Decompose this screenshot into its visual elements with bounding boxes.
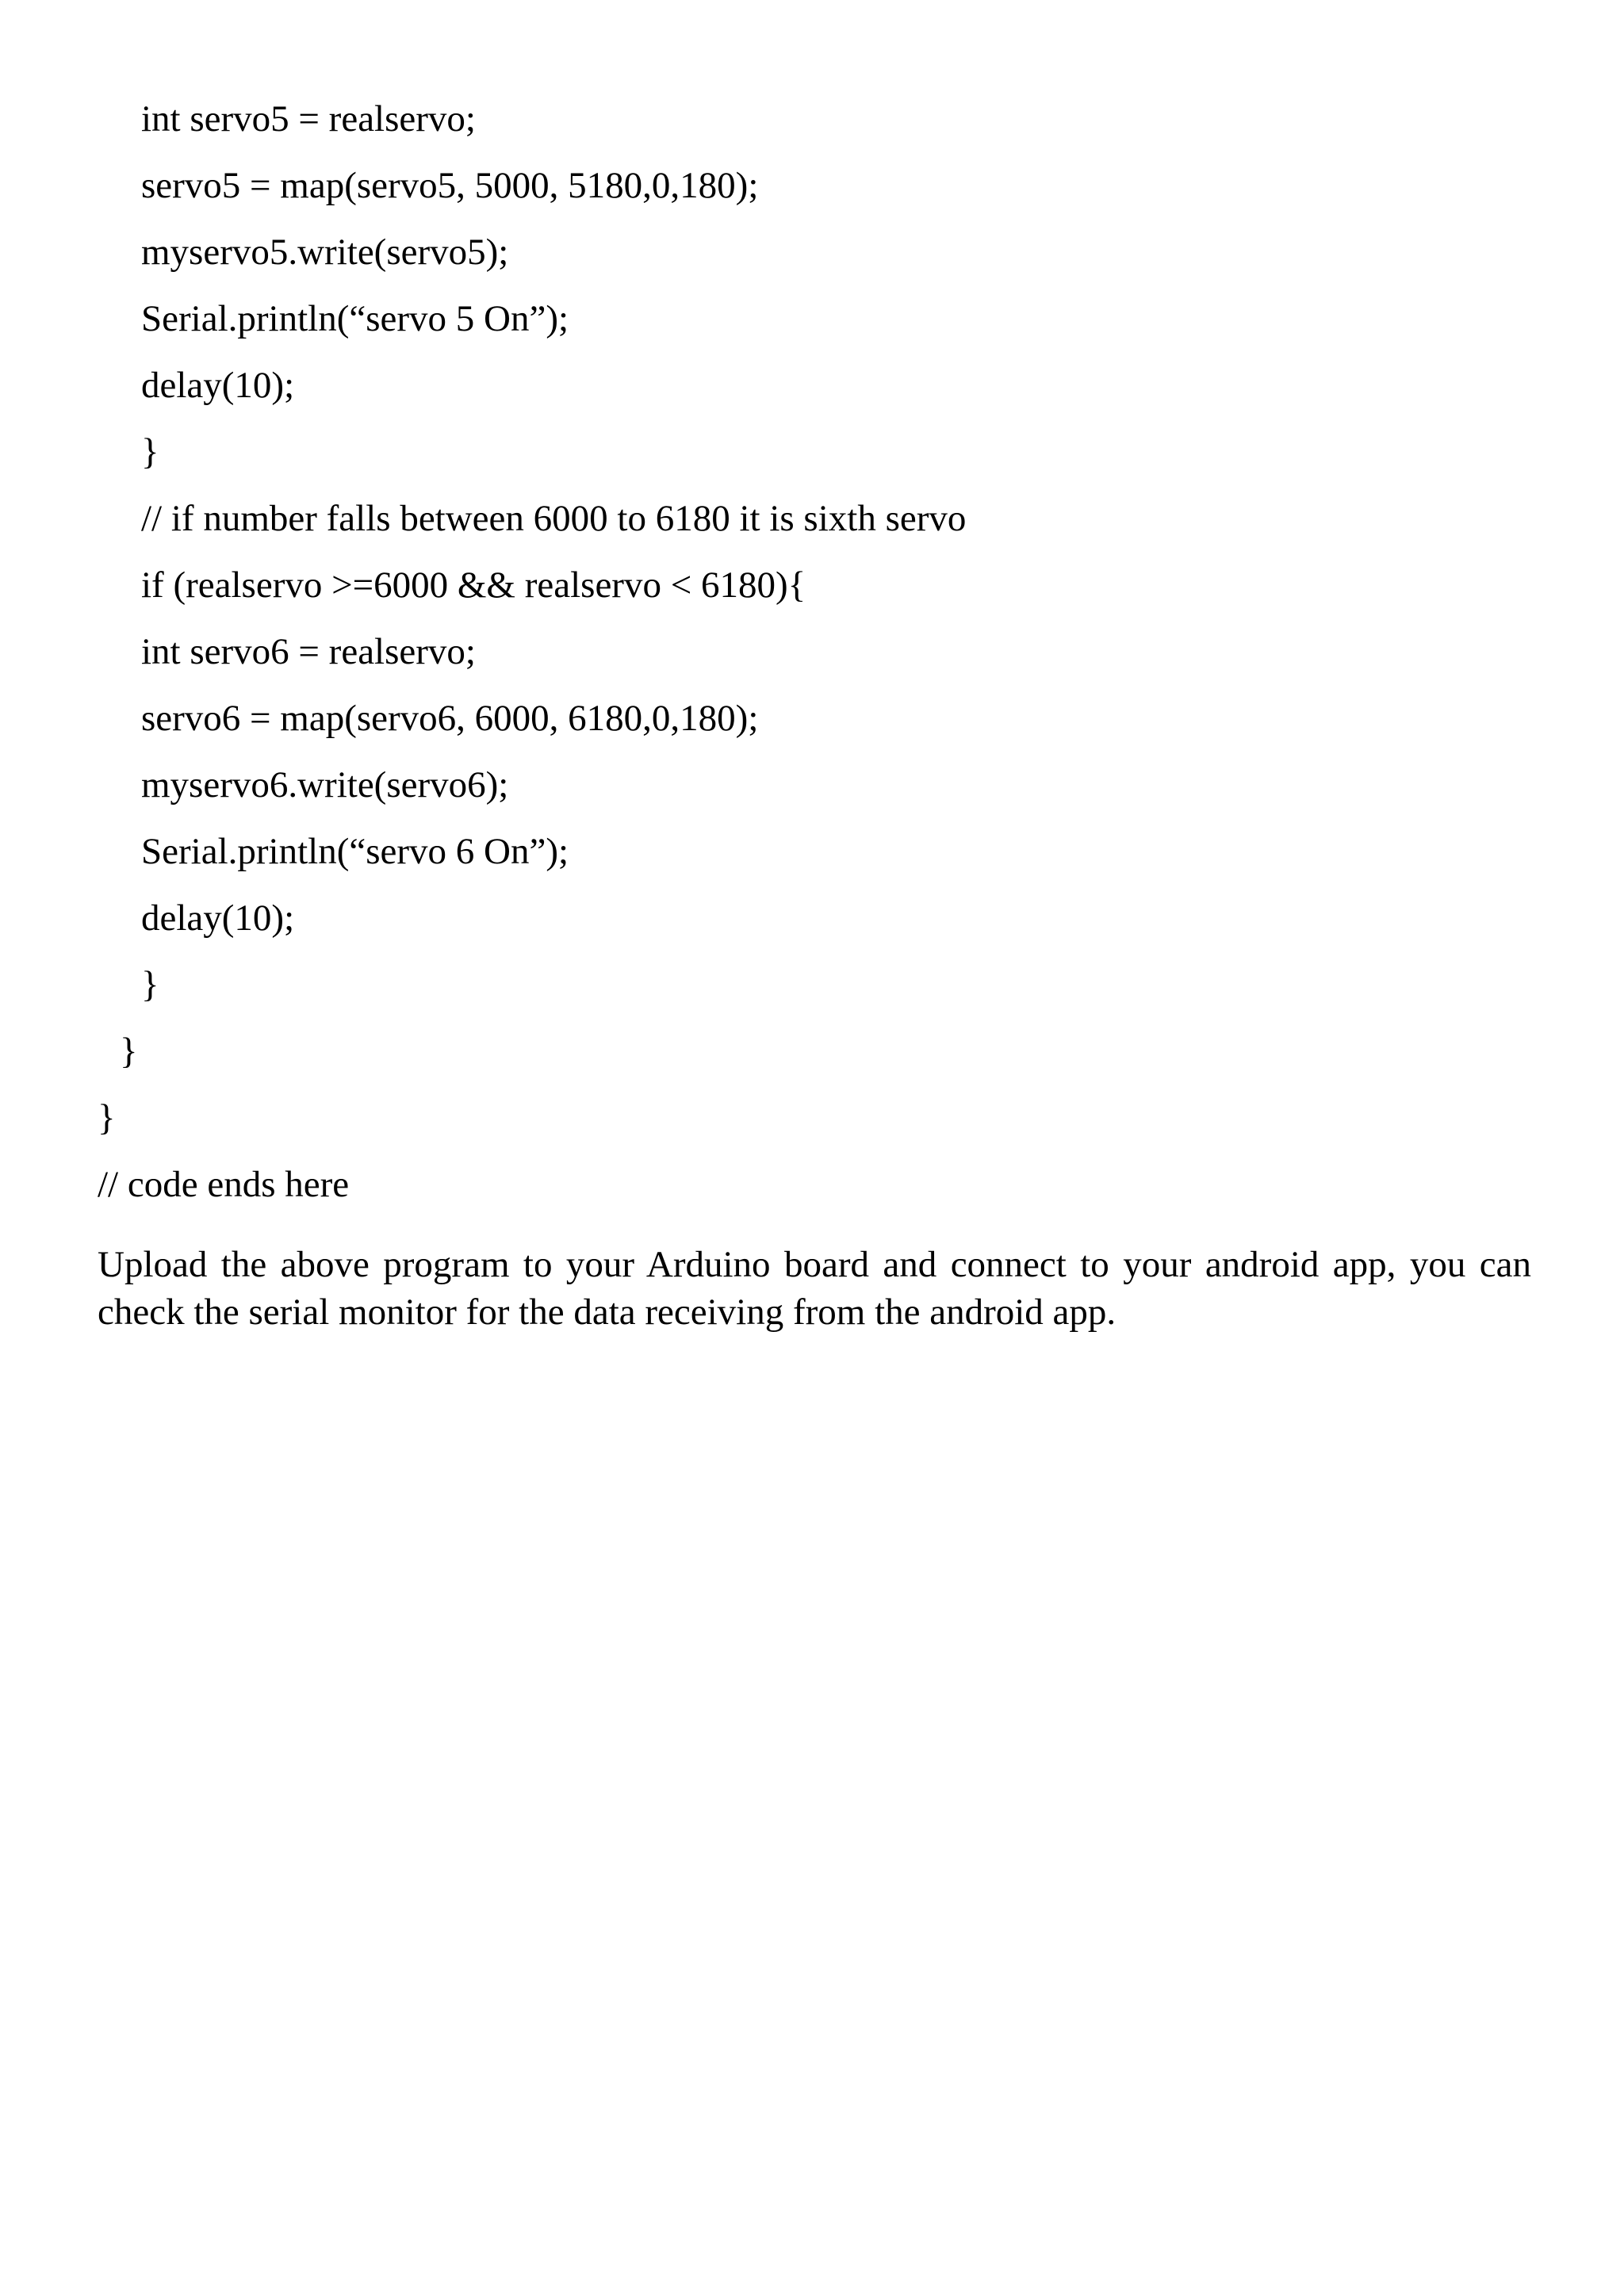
code-line: servo5 = map(servo5, 5000, 5180,0,180);: [141, 165, 759, 206]
code-line: myservo6.write(servo6);: [141, 764, 509, 806]
code-line: delay(10);: [141, 365, 295, 406]
code-line: if (realservo >=6000 && realservo < 6180){: [141, 564, 806, 606]
code-line: int servo6 = realservo;: [141, 631, 476, 672]
code-comment-line: // if number falls between 6000 to 6180 it is sixth servo: [141, 498, 967, 539]
code-line: }: [98, 1097, 116, 1138]
code-line: Serial.println(“servo 5 On”);: [141, 298, 569, 339]
code-line: delay(10);: [141, 897, 295, 939]
code-line: servo6 = map(servo6, 6000, 6180,0,180);: [141, 698, 759, 739]
code-line: }: [120, 1031, 138, 1072]
code-line: Serial.println(“servo 6 On”);: [141, 831, 569, 872]
code-line: }: [141, 964, 159, 1005]
code-line: int servo5 = realservo;: [141, 98, 476, 140]
code-line: myservo5.write(servo5);: [141, 232, 509, 273]
instruction-paragraph: Upload the above program to your Arduino board and connect to your android app, you can check the serial monitor for the data receiving from the android app.: [98, 1244, 1531, 1333]
code-comment-line: // code ends here: [98, 1164, 350, 1205]
code-line: }: [141, 431, 159, 473]
